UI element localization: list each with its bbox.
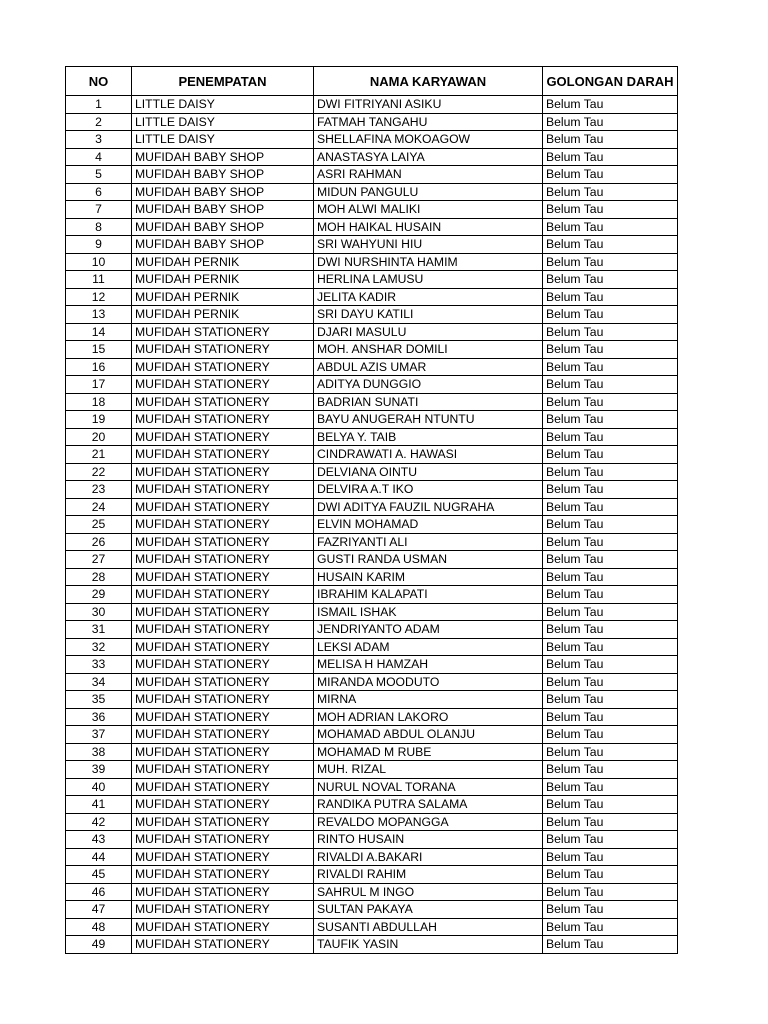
cell-golongan-darah: Belum Tau [543, 708, 678, 726]
cell-nama-karyawan: MUH. RIZAL [314, 761, 543, 779]
cell-golongan-darah: Belum Tau [543, 166, 678, 184]
table-row [66, 341, 678, 359]
cell-golongan-darah: Belum Tau [543, 568, 678, 586]
table-row [66, 201, 678, 219]
table-row [66, 411, 678, 429]
cell-no: 5 [66, 166, 132, 184]
cell-nama-karyawan: NURUL NOVAL TORANA [314, 778, 543, 796]
cell-no: 41 [66, 796, 132, 814]
table-row [66, 96, 678, 114]
cell-penempatan: MUFIDAH STATIONERY [132, 831, 314, 849]
table-row [66, 428, 678, 446]
table-row [66, 796, 678, 814]
cell-nama-karyawan: SULTAN PAKAYA [314, 901, 543, 919]
cell-nama-karyawan: RIVALDI RAHIM [314, 866, 543, 884]
cell-nama-karyawan: SAHRUL M INGO [314, 883, 543, 901]
cell-golongan-darah: Belum Tau [543, 936, 678, 954]
cell-no: 33 [66, 656, 132, 674]
cell-penempatan: MUFIDAH STATIONERY [132, 411, 314, 429]
cell-nama-karyawan: JELITA KADIR [314, 288, 543, 306]
cell-no: 32 [66, 638, 132, 656]
cell-golongan-darah: Belum Tau [543, 113, 678, 131]
cell-no: 7 [66, 201, 132, 219]
table-row [66, 761, 678, 779]
cell-penempatan: MUFIDAH STATIONERY [132, 638, 314, 656]
cell-no: 30 [66, 603, 132, 621]
cell-no: 45 [66, 866, 132, 884]
cell-penempatan: MUFIDAH STATIONERY [132, 481, 314, 499]
cell-penempatan: MUFIDAH STATIONERY [132, 656, 314, 674]
cell-penempatan: MUFIDAH STATIONERY [132, 726, 314, 744]
cell-nama-karyawan: SRI DAYU KATILI [314, 306, 543, 324]
cell-nama-karyawan: MIRANDA MOODUTO [314, 673, 543, 691]
cell-golongan-darah: Belum Tau [543, 901, 678, 919]
cell-no: 29 [66, 586, 132, 604]
table-row [66, 726, 678, 744]
cell-nama-karyawan: HUSAIN KARIM [314, 568, 543, 586]
cell-nama-karyawan: RINTO HUSAIN [314, 831, 543, 849]
cell-penempatan: MUFIDAH STATIONERY [132, 848, 314, 866]
cell-nama-karyawan: GUSTI RANDA USMAN [314, 551, 543, 569]
table-row [66, 918, 678, 936]
cell-golongan-darah: Belum Tau [543, 796, 678, 814]
cell-nama-karyawan: CINDRAWATI A. HAWASI [314, 446, 543, 464]
cell-nama-karyawan: DWI NURSHINTA HAMIM [314, 253, 543, 271]
table-row [66, 288, 678, 306]
table-row [66, 936, 678, 954]
cell-no: 37 [66, 726, 132, 744]
table-row [66, 708, 678, 726]
cell-no: 34 [66, 673, 132, 691]
cell-no: 9 [66, 236, 132, 254]
cell-penempatan: LITTLE DAISY [132, 96, 314, 114]
cell-no: 16 [66, 358, 132, 376]
table-row [66, 551, 678, 569]
cell-no: 25 [66, 516, 132, 534]
cell-penempatan: MUFIDAH STATIONERY [132, 708, 314, 726]
cell-golongan-darah: Belum Tau [543, 96, 678, 114]
table-header [66, 67, 678, 96]
cell-nama-karyawan: MIRNA [314, 691, 543, 709]
cell-golongan-darah: Belum Tau [543, 778, 678, 796]
table-row [66, 446, 678, 464]
cell-penempatan: MUFIDAH STATIONERY [132, 446, 314, 464]
cell-penempatan: MUFIDAH PERNIK [132, 271, 314, 289]
cell-nama-karyawan: IBRAHIM KALAPATI [314, 586, 543, 604]
cell-golongan-darah: Belum Tau [543, 691, 678, 709]
table-row [66, 358, 678, 376]
cell-nama-karyawan: SRI WAHYUNI HIU [314, 236, 543, 254]
cell-nama-karyawan: DELVIRA A.T IKO [314, 481, 543, 499]
cell-penempatan: LITTLE DAISY [132, 131, 314, 149]
cell-no: 31 [66, 621, 132, 639]
table-row [66, 883, 678, 901]
cell-no: 15 [66, 341, 132, 359]
cell-nama-karyawan: FAZRIYANTI ALI [314, 533, 543, 551]
cell-nama-karyawan: HERLINA LAMUSU [314, 271, 543, 289]
cell-no: 21 [66, 446, 132, 464]
cell-golongan-darah: Belum Tau [543, 253, 678, 271]
table-row [66, 673, 678, 691]
cell-no: 49 [66, 936, 132, 954]
cell-penempatan: MUFIDAH BABY SHOP [132, 183, 314, 201]
cell-no: 44 [66, 848, 132, 866]
cell-golongan-darah: Belum Tau [543, 428, 678, 446]
cell-penempatan: MUFIDAH STATIONERY [132, 621, 314, 639]
table-row [66, 271, 678, 289]
cell-golongan-darah: Belum Tau [543, 883, 678, 901]
cell-golongan-darah: Belum Tau [543, 201, 678, 219]
column-header-penempatan: PENEMPATAN [132, 67, 314, 96]
cell-penempatan: MUFIDAH STATIONERY [132, 463, 314, 481]
cell-no: 43 [66, 831, 132, 849]
cell-golongan-darah: Belum Tau [543, 358, 678, 376]
cell-golongan-darah: Belum Tau [543, 463, 678, 481]
cell-nama-karyawan: LEKSI ADAM [314, 638, 543, 656]
cell-nama-karyawan: ELVIN MOHAMAD [314, 516, 543, 534]
cell-nama-karyawan: MOH HAIKAL HUSAIN [314, 218, 543, 236]
cell-penempatan: MUFIDAH PERNIK [132, 253, 314, 271]
cell-no: 23 [66, 481, 132, 499]
table-row [66, 393, 678, 411]
cell-penempatan: MUFIDAH BABY SHOP [132, 236, 314, 254]
cell-no: 38 [66, 743, 132, 761]
cell-nama-karyawan: BELYA Y. TAIB [314, 428, 543, 446]
table-row [66, 656, 678, 674]
cell-penempatan: MUFIDAH STATIONERY [132, 428, 314, 446]
cell-penempatan: MUFIDAH PERNIK [132, 288, 314, 306]
cell-golongan-darah: Belum Tau [543, 393, 678, 411]
cell-penempatan: MUFIDAH STATIONERY [132, 936, 314, 954]
table-row [66, 236, 678, 254]
cell-golongan-darah: Belum Tau [543, 761, 678, 779]
cell-nama-karyawan: REVALDO MOPANGGA [314, 813, 543, 831]
cell-penempatan: MUFIDAH STATIONERY [132, 866, 314, 884]
cell-no: 47 [66, 901, 132, 919]
cell-penempatan: MUFIDAH BABY SHOP [132, 166, 314, 184]
cell-penempatan: MUFIDAH STATIONERY [132, 813, 314, 831]
cell-golongan-darah: Belum Tau [543, 831, 678, 849]
cell-nama-karyawan: MOH ALWI MALIKI [314, 201, 543, 219]
cell-no: 18 [66, 393, 132, 411]
cell-penempatan: MUFIDAH STATIONERY [132, 743, 314, 761]
table-row [66, 183, 678, 201]
table-row [66, 376, 678, 394]
cell-no: 2 [66, 113, 132, 131]
cell-golongan-darah: Belum Tau [543, 656, 678, 674]
table-row [66, 481, 678, 499]
cell-golongan-darah: Belum Tau [543, 446, 678, 464]
cell-nama-karyawan: ISMAIL ISHAK [314, 603, 543, 621]
cell-nama-karyawan: ASRI RAHMAN [314, 166, 543, 184]
cell-golongan-darah: Belum Tau [543, 621, 678, 639]
cell-no: 36 [66, 708, 132, 726]
cell-no: 48 [66, 918, 132, 936]
column-header-nama-karyawan: NAMA KARYAWAN [314, 67, 543, 96]
cell-no: 22 [66, 463, 132, 481]
cell-penempatan: MUFIDAH STATIONERY [132, 761, 314, 779]
cell-penempatan: MUFIDAH BABY SHOP [132, 148, 314, 166]
cell-no: 35 [66, 691, 132, 709]
cell-golongan-darah: Belum Tau [543, 271, 678, 289]
cell-nama-karyawan: DJARI MASULU [314, 323, 543, 341]
cell-golongan-darah: Belum Tau [543, 918, 678, 936]
cell-golongan-darah: Belum Tau [543, 288, 678, 306]
table-row [66, 498, 678, 516]
cell-no: 28 [66, 568, 132, 586]
cell-no: 11 [66, 271, 132, 289]
cell-no: 3 [66, 131, 132, 149]
cell-nama-karyawan: MIDUN PANGULU [314, 183, 543, 201]
column-header-no: NO [66, 67, 132, 96]
cell-penempatan: MUFIDAH BABY SHOP [132, 218, 314, 236]
cell-nama-karyawan: RANDIKA PUTRA SALAMA [314, 796, 543, 814]
cell-nama-karyawan: MOHAMAD ABDUL OLANJU [314, 726, 543, 744]
cell-no: 39 [66, 761, 132, 779]
cell-nama-karyawan: TAUFIK YASIN [314, 936, 543, 954]
cell-golongan-darah: Belum Tau [543, 323, 678, 341]
cell-nama-karyawan: ADITYA DUNGGIO [314, 376, 543, 394]
cell-golongan-darah: Belum Tau [543, 131, 678, 149]
table-row [66, 516, 678, 534]
table-row [66, 638, 678, 656]
cell-nama-karyawan: MOHAMAD M RUBE [314, 743, 543, 761]
cell-no: 10 [66, 253, 132, 271]
cell-penempatan: MUFIDAH STATIONERY [132, 778, 314, 796]
cell-no: 14 [66, 323, 132, 341]
cell-penempatan: MUFIDAH STATIONERY [132, 533, 314, 551]
cell-nama-karyawan: ABDUL AZIS UMAR [314, 358, 543, 376]
cell-golongan-darah: Belum Tau [543, 516, 678, 534]
cell-nama-karyawan: MOH ADRIAN LAKORO [314, 708, 543, 726]
table-row [66, 113, 678, 131]
cell-no: 27 [66, 551, 132, 569]
cell-no: 17 [66, 376, 132, 394]
table-row [66, 901, 678, 919]
cell-penempatan: MUFIDAH BABY SHOP [132, 201, 314, 219]
cell-no: 20 [66, 428, 132, 446]
cell-nama-karyawan: ANASTASYA LAIYA [314, 148, 543, 166]
cell-golongan-darah: Belum Tau [543, 813, 678, 831]
cell-golongan-darah: Belum Tau [543, 743, 678, 761]
table-row [66, 218, 678, 236]
employee-blood-type-table [65, 66, 678, 954]
cell-nama-karyawan: SUSANTI ABDULLAH [314, 918, 543, 936]
table-row [66, 148, 678, 166]
cell-golongan-darah: Belum Tau [543, 411, 678, 429]
header-row [66, 67, 678, 96]
cell-nama-karyawan: SHELLAFINA MOKOAGOW [314, 131, 543, 149]
cell-no: 12 [66, 288, 132, 306]
cell-no: 46 [66, 883, 132, 901]
cell-penempatan: MUFIDAH STATIONERY [132, 568, 314, 586]
cell-penempatan: MUFIDAH PERNIK [132, 306, 314, 324]
cell-nama-karyawan: MELISA H HAMZAH [314, 656, 543, 674]
cell-penempatan: MUFIDAH STATIONERY [132, 323, 314, 341]
cell-no: 24 [66, 498, 132, 516]
cell-golongan-darah: Belum Tau [543, 236, 678, 254]
cell-penempatan: MUFIDAH STATIONERY [132, 603, 314, 621]
table-row [66, 813, 678, 831]
cell-golongan-darah: Belum Tau [543, 726, 678, 744]
table-row [66, 778, 678, 796]
cell-penempatan: MUFIDAH STATIONERY [132, 516, 314, 534]
cell-golongan-darah: Belum Tau [543, 551, 678, 569]
cell-golongan-darah: Belum Tau [543, 673, 678, 691]
table-row [66, 533, 678, 551]
cell-no: 4 [66, 148, 132, 166]
cell-nama-karyawan: BADRIAN SUNATI [314, 393, 543, 411]
cell-nama-karyawan: JENDRIYANTO ADAM [314, 621, 543, 639]
cell-golongan-darah: Belum Tau [543, 183, 678, 201]
table-row [66, 131, 678, 149]
table-row [66, 166, 678, 184]
cell-nama-karyawan: DWI FITRIYANI ASIKU [314, 96, 543, 114]
table-row [66, 463, 678, 481]
cell-no: 13 [66, 306, 132, 324]
employee-table-sheet [65, 66, 677, 954]
column-header-golongan-darah: GOLONGAN DARAH [543, 67, 678, 96]
cell-golongan-darah: Belum Tau [543, 218, 678, 236]
cell-nama-karyawan: FATMAH TANGAHU [314, 113, 543, 131]
table-row [66, 848, 678, 866]
cell-penempatan: MUFIDAH STATIONERY [132, 796, 314, 814]
table-row [66, 323, 678, 341]
table-row [66, 586, 678, 604]
cell-penempatan: MUFIDAH STATIONERY [132, 918, 314, 936]
cell-golongan-darah: Belum Tau [543, 376, 678, 394]
table-row [66, 866, 678, 884]
table-row [66, 568, 678, 586]
cell-golongan-darah: Belum Tau [543, 586, 678, 604]
cell-penempatan: MUFIDAH STATIONERY [132, 901, 314, 919]
cell-nama-karyawan: MOH. ANSHAR DOMILI [314, 341, 543, 359]
cell-golongan-darah: Belum Tau [543, 638, 678, 656]
cell-penempatan: MUFIDAH STATIONERY [132, 498, 314, 516]
table-row [66, 831, 678, 849]
cell-penempatan: MUFIDAH STATIONERY [132, 341, 314, 359]
table-row [66, 621, 678, 639]
cell-penempatan: MUFIDAH STATIONERY [132, 673, 314, 691]
cell-golongan-darah: Belum Tau [543, 498, 678, 516]
cell-penempatan: MUFIDAH STATIONERY [132, 358, 314, 376]
cell-golongan-darah: Belum Tau [543, 848, 678, 866]
cell-penempatan: MUFIDAH STATIONERY [132, 551, 314, 569]
cell-no: 42 [66, 813, 132, 831]
cell-golongan-darah: Belum Tau [543, 148, 678, 166]
cell-golongan-darah: Belum Tau [543, 866, 678, 884]
table-row [66, 743, 678, 761]
table-row [66, 306, 678, 324]
cell-golongan-darah: Belum Tau [543, 306, 678, 324]
cell-penempatan: MUFIDAH STATIONERY [132, 393, 314, 411]
cell-penempatan: MUFIDAH STATIONERY [132, 691, 314, 709]
cell-golongan-darah: Belum Tau [543, 341, 678, 359]
cell-nama-karyawan: RIVALDI A.BAKARI [314, 848, 543, 866]
cell-penempatan: MUFIDAH STATIONERY [132, 586, 314, 604]
cell-golongan-darah: Belum Tau [543, 603, 678, 621]
cell-penempatan: MUFIDAH STATIONERY [132, 376, 314, 394]
cell-no: 8 [66, 218, 132, 236]
cell-no: 26 [66, 533, 132, 551]
cell-no: 19 [66, 411, 132, 429]
cell-no: 1 [66, 96, 132, 114]
cell-nama-karyawan: DELVIANA OINTU [314, 463, 543, 481]
table-row [66, 603, 678, 621]
cell-golongan-darah: Belum Tau [543, 533, 678, 551]
table-body [66, 96, 678, 954]
cell-no: 40 [66, 778, 132, 796]
table-row [66, 691, 678, 709]
cell-golongan-darah: Belum Tau [543, 481, 678, 499]
cell-no: 6 [66, 183, 132, 201]
cell-penempatan: LITTLE DAISY [132, 113, 314, 131]
cell-penempatan: MUFIDAH STATIONERY [132, 883, 314, 901]
table-row [66, 253, 678, 271]
cell-nama-karyawan: BAYU ANUGERAH NTUNTU [314, 411, 543, 429]
cell-nama-karyawan: DWI ADITYA FAUZIL NUGRAHA [314, 498, 543, 516]
